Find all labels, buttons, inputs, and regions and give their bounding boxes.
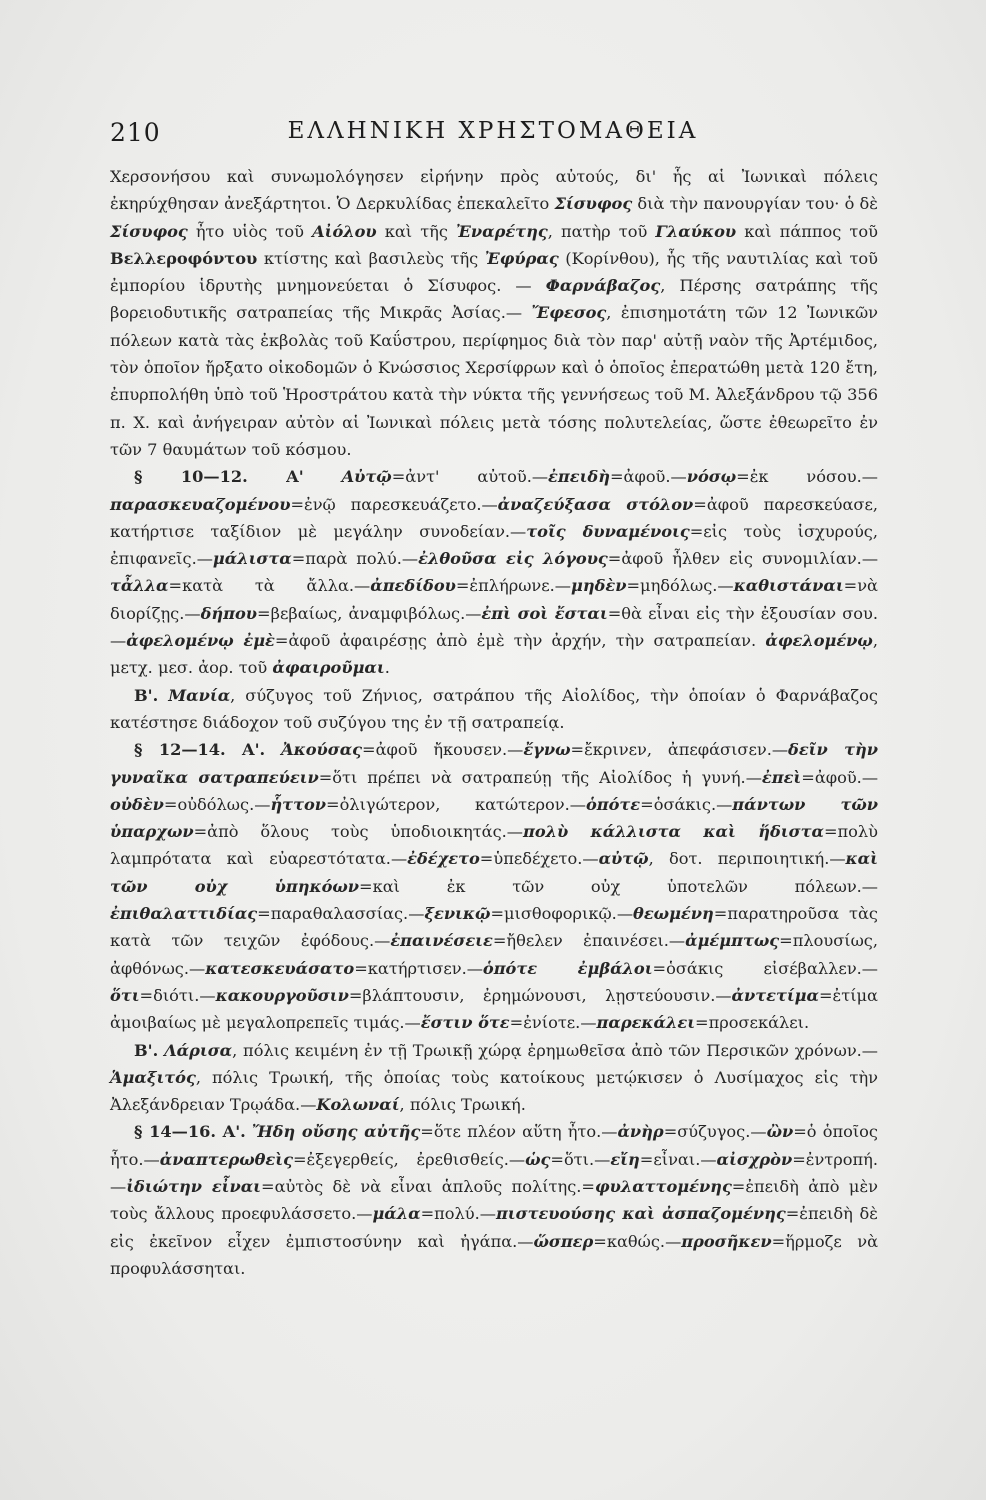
term: Ἐναρέτης [456, 221, 548, 241]
page-number: 210 [110, 118, 161, 147]
section-marker: § 10—12. Α' [134, 467, 304, 487]
term: Φαρνάβαζος [545, 276, 661, 296]
term: Γλαύκου [655, 221, 737, 241]
commentary-paragraph-3: Β'. Μανία, σύζυγος τοῦ Ζήνιος, σατράπου τῆς Αἰολίδος, τὴν ὁποίαν ὁ Φαρνάβαζος κατέστησε διάδοχον τοῦ συζύγου της ἐν τῇ σατραπείᾳ. [110, 685, 878, 732]
section-marker: Β'. [134, 685, 159, 705]
term: Βελλεροφόντου [110, 248, 258, 268]
term: Αἰόλου [312, 221, 377, 241]
term: Ἔφεσος [531, 303, 607, 323]
section-marker: § 14—16. Α'. [134, 1122, 246, 1142]
running-title: ΕΛΛΗΝΙΚΗ ΧΡΗΣΤΟΜΑΘΕΙΑ [287, 118, 699, 144]
body-text [110, 163, 878, 1282]
commentary-paragraph-1: Χερσονήσου καὶ συνωμολόγησεν εἰρήνην πρὸς αὐτούς, δι' ἧς αἱ Ἰωνικαὶ πόλεις ἐκηρύχθησαν ἀνεξάρτητοι. Ὁ Δερκυλίδας ἐπεκαλεῖτο Σίσυφος διὰ τὴν πανουργίαν του· ὁ δὲ Σίσυφος ἦτο υἱὸς τοῦ Αἰόλου καὶ τῆς Ἐναρέτης, πατὴρ τοῦ Γλαύκου καὶ πάππος τοῦ Βελλεροφόντου κτίστης καὶ βασιλεὺς τῆς Ἐφύρας (Κορίνθου), ἧς τῆς ναυτιλίας καὶ τοῦ ἐμπορίου ἱδρυτὴς μνημονεύεται ὁ Σίσυφος. — Φαρνάβαζος, Πέρσης σατράπης τῆς βορειοδυτικῆς σατραπείας τῆς Μικρᾶς Ἀσίας.— Ἔφεσος, ἐπισημοτάτη τῶν 12 Ἰωνικῶν πόλεων κατὰ τὰς ἐκβολὰς τοῦ Καΰστρου, περίφημος διὰ τὸν παρ' αὐτῇ ναὸν τῆς Ἀρτέμιδος, τὸν ὁποῖον ἤρξατο οἰκοδομῶν ὁ Κνώσσιος Χερσίφρων καὶ ὁ ὁποῖος ἐπερατώθη μετὰ 120 ἔτη, ἐπυρπολήθη ὑπὸ τοῦ Ἡροστράτου κατὰ τὴν νύκτα τῆς γεννήσεως τοῦ Μ. Ἀλεξάνδρου τῷ 356 π. Χ. καὶ ἀνήγειραν αὐτὸν αἱ Ἰωνικαὶ πόλεις μετὰ τόσης πολυτελείας, ὥστε ἐθεωρεῖτο ἐν τῶν 7 θαυμάτων τοῦ κόσμου. [110, 167, 878, 459]
section-marker: § 12—14. Α'. [134, 740, 266, 760]
commentary-paragraph-5: Β'. Λάρισα, πόλις κειμένη ἐν τῇ Τρωικῇ χώρᾳ ἐρημωθεῖσα ἀπὸ τῶν Περσικῶν χρόνων.—Ἁμαξιτός, πόλις Τρωική, τῆς ὁποίας τοὺς κατοίκους μετῴκισεν ὁ Λυσίμαχος εἰς τὴν Ἀλεξάνδρειαν Τρῳάδα.—Κολωναί, πόλις Τρωική. [110, 1040, 878, 1115]
commentary-paragraph-6: § 14—16. Α'. Ἤδη οὔσης αὐτῆς=ὅτε πλέον αὕτη ἦτο.—ἀνὴρ=σύζυγος.—ὢν=ὁ ὁποῖος ἦτο.—ἀναπτερωθεὶς=ἐξεγερθείς, ἐρεθισθείς.—ὡς=ὅτι.—εἴη=εἶναι.—αἰσχρὸν=ἐντροπή.—ἰδιώτην εἶναι=αὐτὸς δὲ νὰ εἶναι ἁπλοῦς πολίτης.=φυλαττομένης=ἐπειδὴ ἀπὸ μὲν τοὺς ἄλλους προεφυλάσσετο.—μάλα=πολύ.—πιστευούσης καὶ ἀσπαζομένης=ἐπειδὴ δὲ εἰς ἐκεῖνον εἶχεν ἐμπιστοσύνην καὶ ἠγάπα.—ὥσπερ=καθώς.—προσῆκεν=ἥρμοζε νὰ προφυλάσσηται. [110, 1122, 878, 1278]
term: Ἐφύρας [484, 248, 559, 268]
term: Σίσυφος [554, 194, 633, 214]
commentary-paragraph-2: § 10—12. Α' Αὐτῷ=ἀντ' αὐτοῦ.—ἐπειδὴ=ἀφοῦ.—νόσῳ=ἐκ νόσου.—παρασκευαζομένου=ἐνῷ παρεσκευάζετο.—ἀναζεύξασα στόλον=ἀφοῦ παρεσκεύασε, κατήρτισε ταξίδιον μὲ μεγάλην συνοδείαν.—τοῖς δυναμένοις=εἰς τοὺς ἰσχυρούς, ἐπιφανεῖς.—μάλιστα=παρὰ πολύ.—ἐλθοῦσα εἰς λόγους=ἀφοῦ ἦλθεν εἰς συνομιλίαν.—τἆλλα=κατὰ τὰ ἄλλα.—ἀπεδίδου=ἐπλήρωνε.—μηδὲν=μηδόλως.—καθιστάναι=νὰ διορίζῃς.—δήπου=βεβαίως, ἀναμφιβόλως.—ἐπὶ σοὶ ἔσται=θὰ εἶναι εἰς τὴν ἐξουσίαν σου.—ἀφελομένῳ ἐμὲ=ἀφοῦ ἀφαιρέσῃς ἀπὸ ἐμὲ τὴν ἀρχήν, τὴν σατραπείαν. ἀφελομένῳ, μετχ. μεσ. ἀορ. τοῦ ἀφαιροῦμαι. [110, 467, 879, 678]
page-header [110, 118, 876, 150]
section-marker: Β'. [134, 1040, 159, 1060]
term: Σίσυφος [110, 221, 188, 241]
commentary-paragraph-4: § 12—14. Α'. Ἀκούσας=ἀφοῦ ἤκουσεν.—ἔγνω=ἔκρινεν, ἀπεφάσισεν.—δεῖν τὴν γυναῖκα σατραπεύειν=ὅτι πρέπει νὰ σατραπεύῃ τῆς Αἰολίδος ἡ γυνή.—ἐπεὶ=ἀφοῦ.—οὐδὲν=οὐδόλως.—ἧττον=ὀλιγώτερον, κατώτερον.—ὁπότε=ὁσάκις.—πάντων τῶν ὑπαρχων=ἀπὸ ὅλους τοὺς ὑποδιοικητάς.—πολὺ κάλλιστα καὶ ἥδιστα=πολὺ λαμπρότατα καὶ εὐαρεστότατα.—ἐδέχετο=ὑπεδέχετο.—αὐτῷ, δοτ. περιποιητική.—καὶ τῶν οὐχ ὑπηκόων=καὶ ἐκ τῶν οὐχ ὑποτελῶν πόλεων.—ἐπιθαλαττιδίας=παραθαλασσίας.—ξενικῷ=μισθοφορικῷ.—θεωμένη=παρατηροῦσα τὰς κατὰ τῶν τειχῶν ἐφόδους.—ἐπαινέσειε=ἤθελεν ἐπαινέσει.—ἀμέμπτως=πλουσίως, ἀφθόνως.—κατεσκευάσατο=κατήρτισεν.—ὁπότε ἐμβάλοι=ὁσάκις εἰσέβαλλεν.—ὅτι=διότι.—κακουργοῦσιν=βλάπτουσιν, ἐρημώνουσι, λῃστεύουσιν.—ἀντετίμα=ἐτίμα ἀμοιβαίως μὲ μεγαλοπρεπεῖς τιμάς.—ἔστιν ὅτε=ἐνίοτε.—παρεκάλει=προσεκάλει. [110, 740, 879, 1033]
